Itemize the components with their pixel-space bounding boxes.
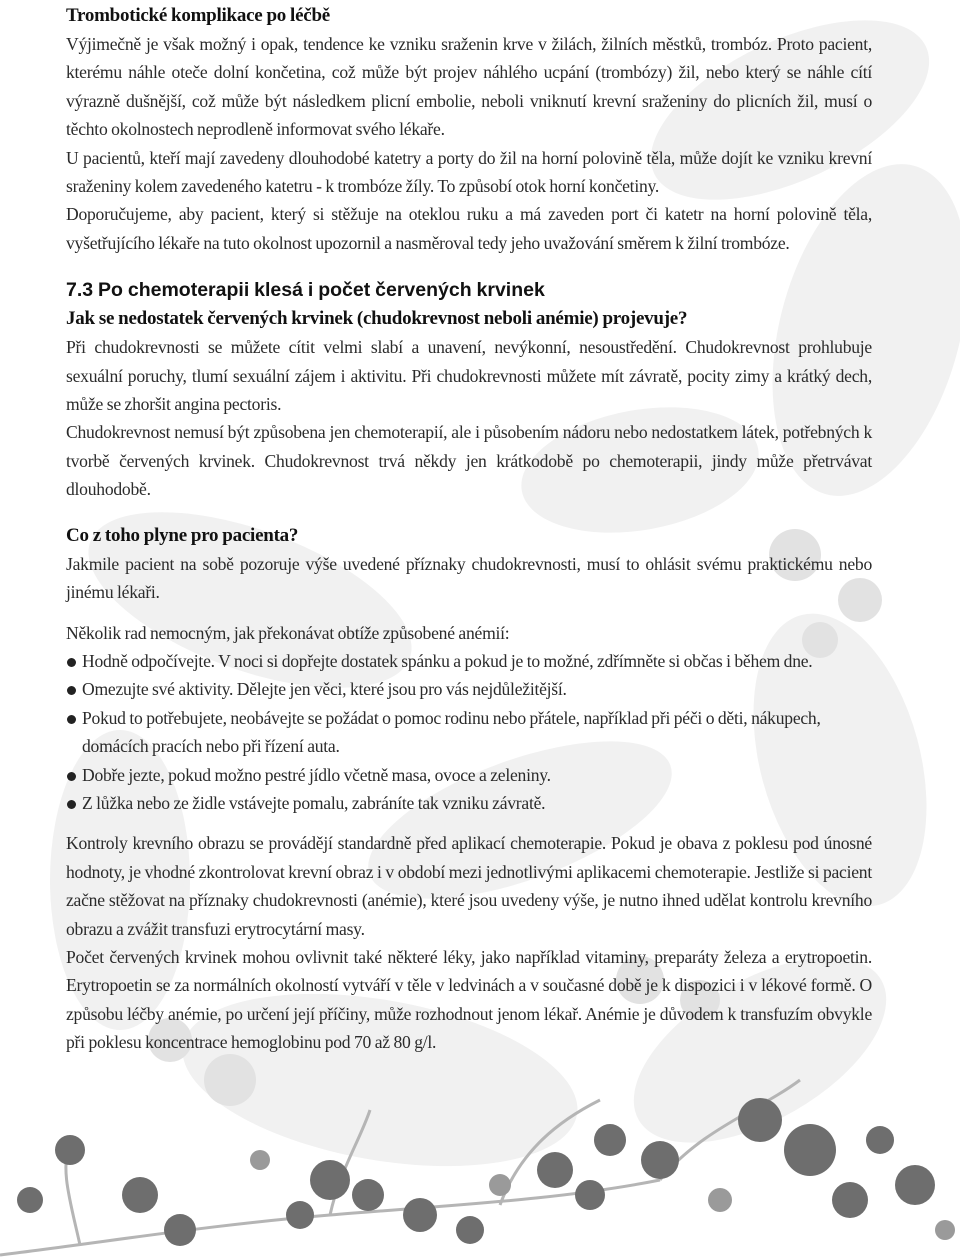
tips-list bbox=[66, 647, 872, 817]
bullet-icon bbox=[67, 686, 76, 695]
paragraph: Počet červených krvinek mohou ovlivnit také některé léky, jako například vitaminy, preparáty železa a erytropoetin. Erytropoetin se za normálních okolností vytváří v těle v ledvinách a v současné době je k dispozici i v lékové formě. O způsobu léčby anémie, po určení její příčiny, může rozhodnout jenom lékař. Anémie je důvodem k transfuzím obvykle při poklesu koncentrace hemoglobinu pod 70 až 80 g/l. bbox=[66, 946, 872, 1053]
paragraph: Výjimečně je však možný i opak, tendence ke vzniku sraženin krve v žilách, žilních městků, trombóz. Proto pacient, kterému náhle oteče dolní končetina, což může být projev náhlého ucpání (trombózy) žil, nebo který se náhle cítí výrazně dušnější, což může být následkem plicní embolie, neboli vniknutí krevní sraženiny do plicních žil, musí o těchto okolnostech neprodleně informovat svého lékaře. bbox=[66, 34, 872, 140]
page-content bbox=[66, 0, 872, 1057]
paragraph: Jakmile pacient na sobě pozoruje výše uvedené příznaky chudokrevnosti, musí to ohlásit svému praktickému nebo jinému lékaři. bbox=[66, 553, 872, 603]
paragraph: U pacientů, kteří mají zavedeny dlouhodobé katetry a porty do žil na horní polovině těla, může dojít ke vzniku krevní sraženiny kolem zavedeného katetru - k trombóze žíly. To způsobí otok horní končetiny. bbox=[66, 147, 872, 197]
subheading-anemia: Jak se nedostatek červených krvinek (chudokrevnost neboli anémie) projevuje? bbox=[66, 308, 688, 330]
section-heading-red-cells: 7.3 Po chemoterapii klesá i počet červených krvinek bbox=[66, 279, 545, 302]
list-item: Dobře jezte, pokud možno pestré jídlo včetně masa, ovoce a zeleniny. bbox=[66, 761, 872, 789]
paragraph: Doporučujeme, aby pacient, který si stěžuje na oteklou ruku a má zaveden port či katetr na horní polovině těla, vyšetřujícího lékaře na tuto okolnost upozornil a nasměroval tedy jeho uvažování směrem k žilní trombóze. bbox=[66, 204, 872, 253]
list-item: Hodně odpočívejte. V noci si dopřejte dostatek spánku a pokud je to možné, zdřímněte si občas i během dne. bbox=[66, 647, 872, 675]
list-item: Pokud to potřebujete, neobávejte se požádat o pomoc rodinu nebo přátele, například při péči o děti, nákupech, domácích pracích nebo při řízení auta. bbox=[66, 704, 872, 761]
list-item: Omezujte své aktivity. Dělejte jen věci, které jsou pro vás nejdůležitější. bbox=[66, 675, 872, 703]
paragraph: Při chudokrevnosti se můžete cítit velmi slabí a unavení, nevýkonní, nesoustředění. Chudokrevnost prohlubuje sexuální poruchy, tlumí sexuální zájem i aktivitu. Při chudokrevnosti můžete mít závratě, pocity zimy a krátký dech, může se zhoršit angina pectoris. bbox=[66, 337, 872, 415]
bullet-icon bbox=[67, 715, 76, 724]
bullet-icon bbox=[67, 800, 76, 809]
subheading-patient: Co z toho plyne pro pacienta? bbox=[66, 524, 299, 546]
tips-intro: Několik rad nemocným, jak překonávat obtíže způsobené anémií: bbox=[66, 622, 510, 643]
bullet-icon bbox=[67, 772, 76, 781]
paragraph: Chudokrevnost nemusí být způsobena jen chemoterapií, ale i působením nádoru nebo nedostatkem látek, potřebných k tvorbě červených krvinek. Chudokrevnost trvá někdy jen krátkodobě po chemoterapii, jindy může přetrvávat dlouhodobě. bbox=[66, 422, 872, 500]
paragraph: Kontroly krevního obrazu se provádějí standardně před aplikací chemoterapie. Pokud je obava z poklesu pod únosné hodnoty, je vhodné zkontrolovat krevní obraz i v období mezi jednotlivými aplikacemi chemoterapie. Jestliže si pacient začne stěžovat na příznaky chudokrevnosti (anémie), které jsou uvedeny výše, je nutno ihned udělat kontrolu krevního obrazu a zvážit transfuzi erytrocytární masy. bbox=[66, 833, 872, 939]
section-heading-thrombotic: Trombotické komplikace po léčbě bbox=[66, 5, 330, 26]
list-item: Z lůžka nebo ze židle vstávejte pomalu, zabráníte tak vzniku závratě. bbox=[66, 789, 872, 817]
bullet-icon bbox=[67, 658, 76, 667]
